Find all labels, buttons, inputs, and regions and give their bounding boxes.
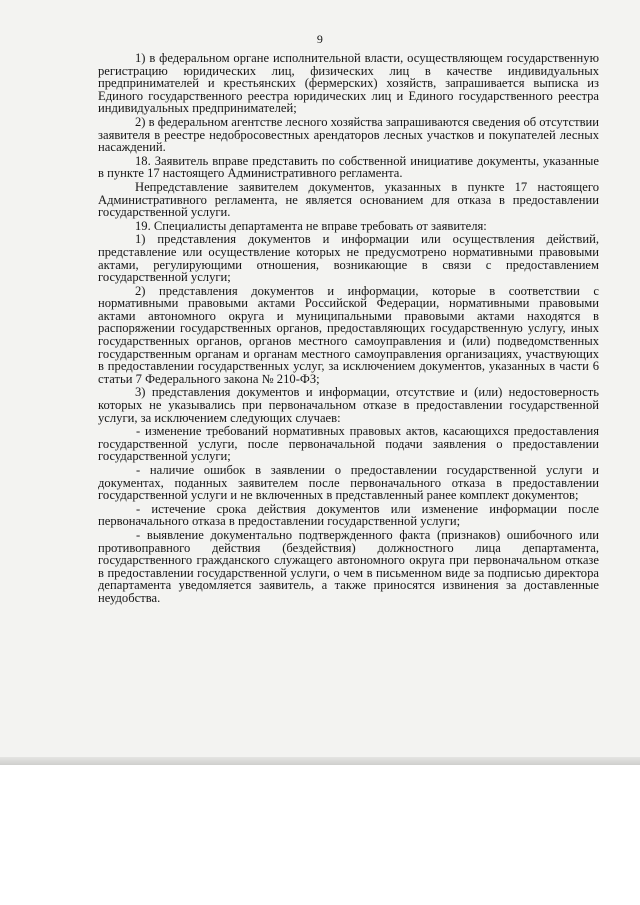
exception-item-1: - изменение требований нормативных правовых актов, касающихся предоставления государственной услуги, после первоначальной подачи заявления о предоставлении государственной услуги; — [98, 424, 599, 464]
blank-background — [0, 765, 640, 905]
paragraph-18: 18. Заявитель вправе представить по собственной инициативе документы, указанные в пункте 17 настоящего Административного регламента. — [98, 153, 599, 181]
exception-item-4: - выявление документально подтвержденного факта (признаков) ошибочного или противоправного действия (бездействия) должностного лица департамента, государственного гражданского служащего автономного округа при первоначальном отказе в предоставлении государственной услуги, о чем в письменном виде за подписью директора департамента уведомляется заявитель, а также приносятся извинения за доставленные неудобства. — [98, 527, 599, 605]
paragraph-17-item-1: 1) в федеральном органе исполнительной власти, осуществляющем государственную регистрацию юридических лиц, физических лиц в качестве индивидуальных предпринимателей и крестьянских (фермерских) хозяйств, запрашивается выписка из Единого государственного реестра юридических лиц и Единого государственного реестра индивидуальных предпринимателей; — [98, 51, 599, 116]
paragraph-19-item-1: 1) представления документов и информации или осуществления действий, представление или осуществление которых не предусмотрено нормативными правовыми актами, регулирующими отношения, возникающие в связи с предоставлением государственной услуги; — [98, 232, 599, 285]
scan-edge-shadow — [0, 757, 640, 765]
exception-item-3: - истечение срока действия документов или изменение информации после первоначального отказа в предоставлении государственной услуги; — [98, 501, 599, 529]
page-number: 9 — [316, 32, 324, 46]
paragraph-19-item-3: 3) представления документов и информации, отсутствие и (или) недостоверность которых не указывались при первоначальном отказе в предоставлении государственной услуги, за исключением следующих случаев: — [98, 385, 599, 425]
paragraph-17-item-2: 2) в федеральном агентстве лесного хозяйства запрашиваются сведения об отсутствии заявителя в реестре недобросовестных арендаторов лесных участков и покупателей лесных насаждений. — [98, 114, 599, 155]
document-body — [98, 52, 599, 605]
paragraph-19-heading: 19. Специалисты департамента не вправе требовать от заявителя: — [135, 218, 487, 233]
exception-item-2: - наличие ошибок в заявлении о предоставлении государственной услуги и документах, поданных заявителем после первоначального отказа в предоставлении государственной услуги и не включенных в представленный ранее комплект документов; — [98, 463, 599, 503]
paragraph-19-item-2: 2) представления документов и информации, которые в соответствии с нормативными правовыми актами Российской Федерации, нормативными правовыми актами автономного округа и муниципальными правовыми актами находятся в распоряжении государственных органов, предоставляющих государственную услугу, иных государственных органов, органов местного самоуправления и (или) подведомственных государственным органам и органам местного самоуправления организациях, участвующих в предоставлении государственных услуг, за исключением документов, указанных в части 6 статьи 7 Федерального закона № 210-ФЗ; — [98, 283, 599, 386]
paragraph-18-note: Непредставление заявителем документов, указанных в пункте 17 настоящего Административного регламента, не является основанием для отказа в предоставлении государственной услуги. — [98, 179, 599, 220]
